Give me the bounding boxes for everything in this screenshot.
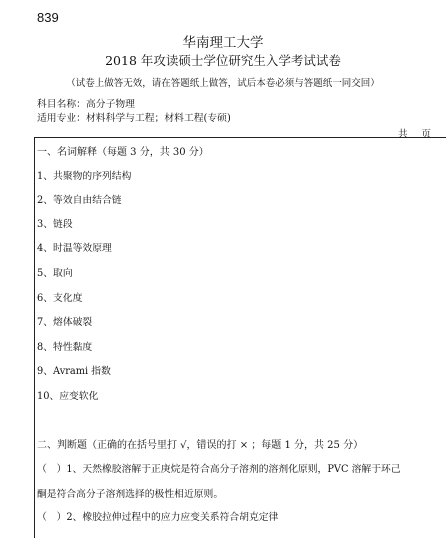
term-item: 8、特性黏度 [37,342,93,353]
subject-line: 科目名称：高分子物理 [37,99,135,110]
exam-title: 2018 年攻读硕士学位研究生入学考试试卷 [105,53,341,68]
term-item: 10、应变软化 [37,391,99,402]
term-item: 6、支化度 [37,293,83,304]
term-item: 3、链段 [37,219,73,230]
exam-notice: （试卷上做答无效，请在答题纸上做答，试后本卷必须与答题纸一同交回） [66,78,380,89]
page-count: 共页 [398,129,446,140]
exam-code: 839 [37,10,59,25]
term-item: 1、共聚物的序列结构 [37,171,132,182]
section2-heading: 二、判断题（正确的在括号里打 √，错误的打 × ；每题 1 分，共 25 分） [37,440,364,451]
question-2-partial: （ ）2、橡胶拉伸过程中的应力应变关系符合胡克定律 [37,512,279,523]
term-item: 5、取向 [37,268,73,279]
term-item: 4、时温等效原理 [37,243,112,254]
term-item: 9、Avrami 指数 [37,366,111,377]
major-line: 适用专业：材料科学与工程；材料工程(专硕) [37,113,231,124]
university-name: 华南理工大学 [182,35,264,51]
question-1-line-2: 酮是符合高分子溶剂选择的极性相近原则。 [37,489,224,500]
question-1-line-1: （ ）1、天然橡胶溶解于正庚烷是符合高分子溶剂的溶剂化原则，PVC 溶解于环己 [37,464,401,475]
term-item: 7、熔体破裂 [37,317,93,328]
term-item: 2、等效自由结合链 [37,195,122,206]
section1-heading: 一、名词解释（每题 3 分，共 30 分） [37,147,209,158]
